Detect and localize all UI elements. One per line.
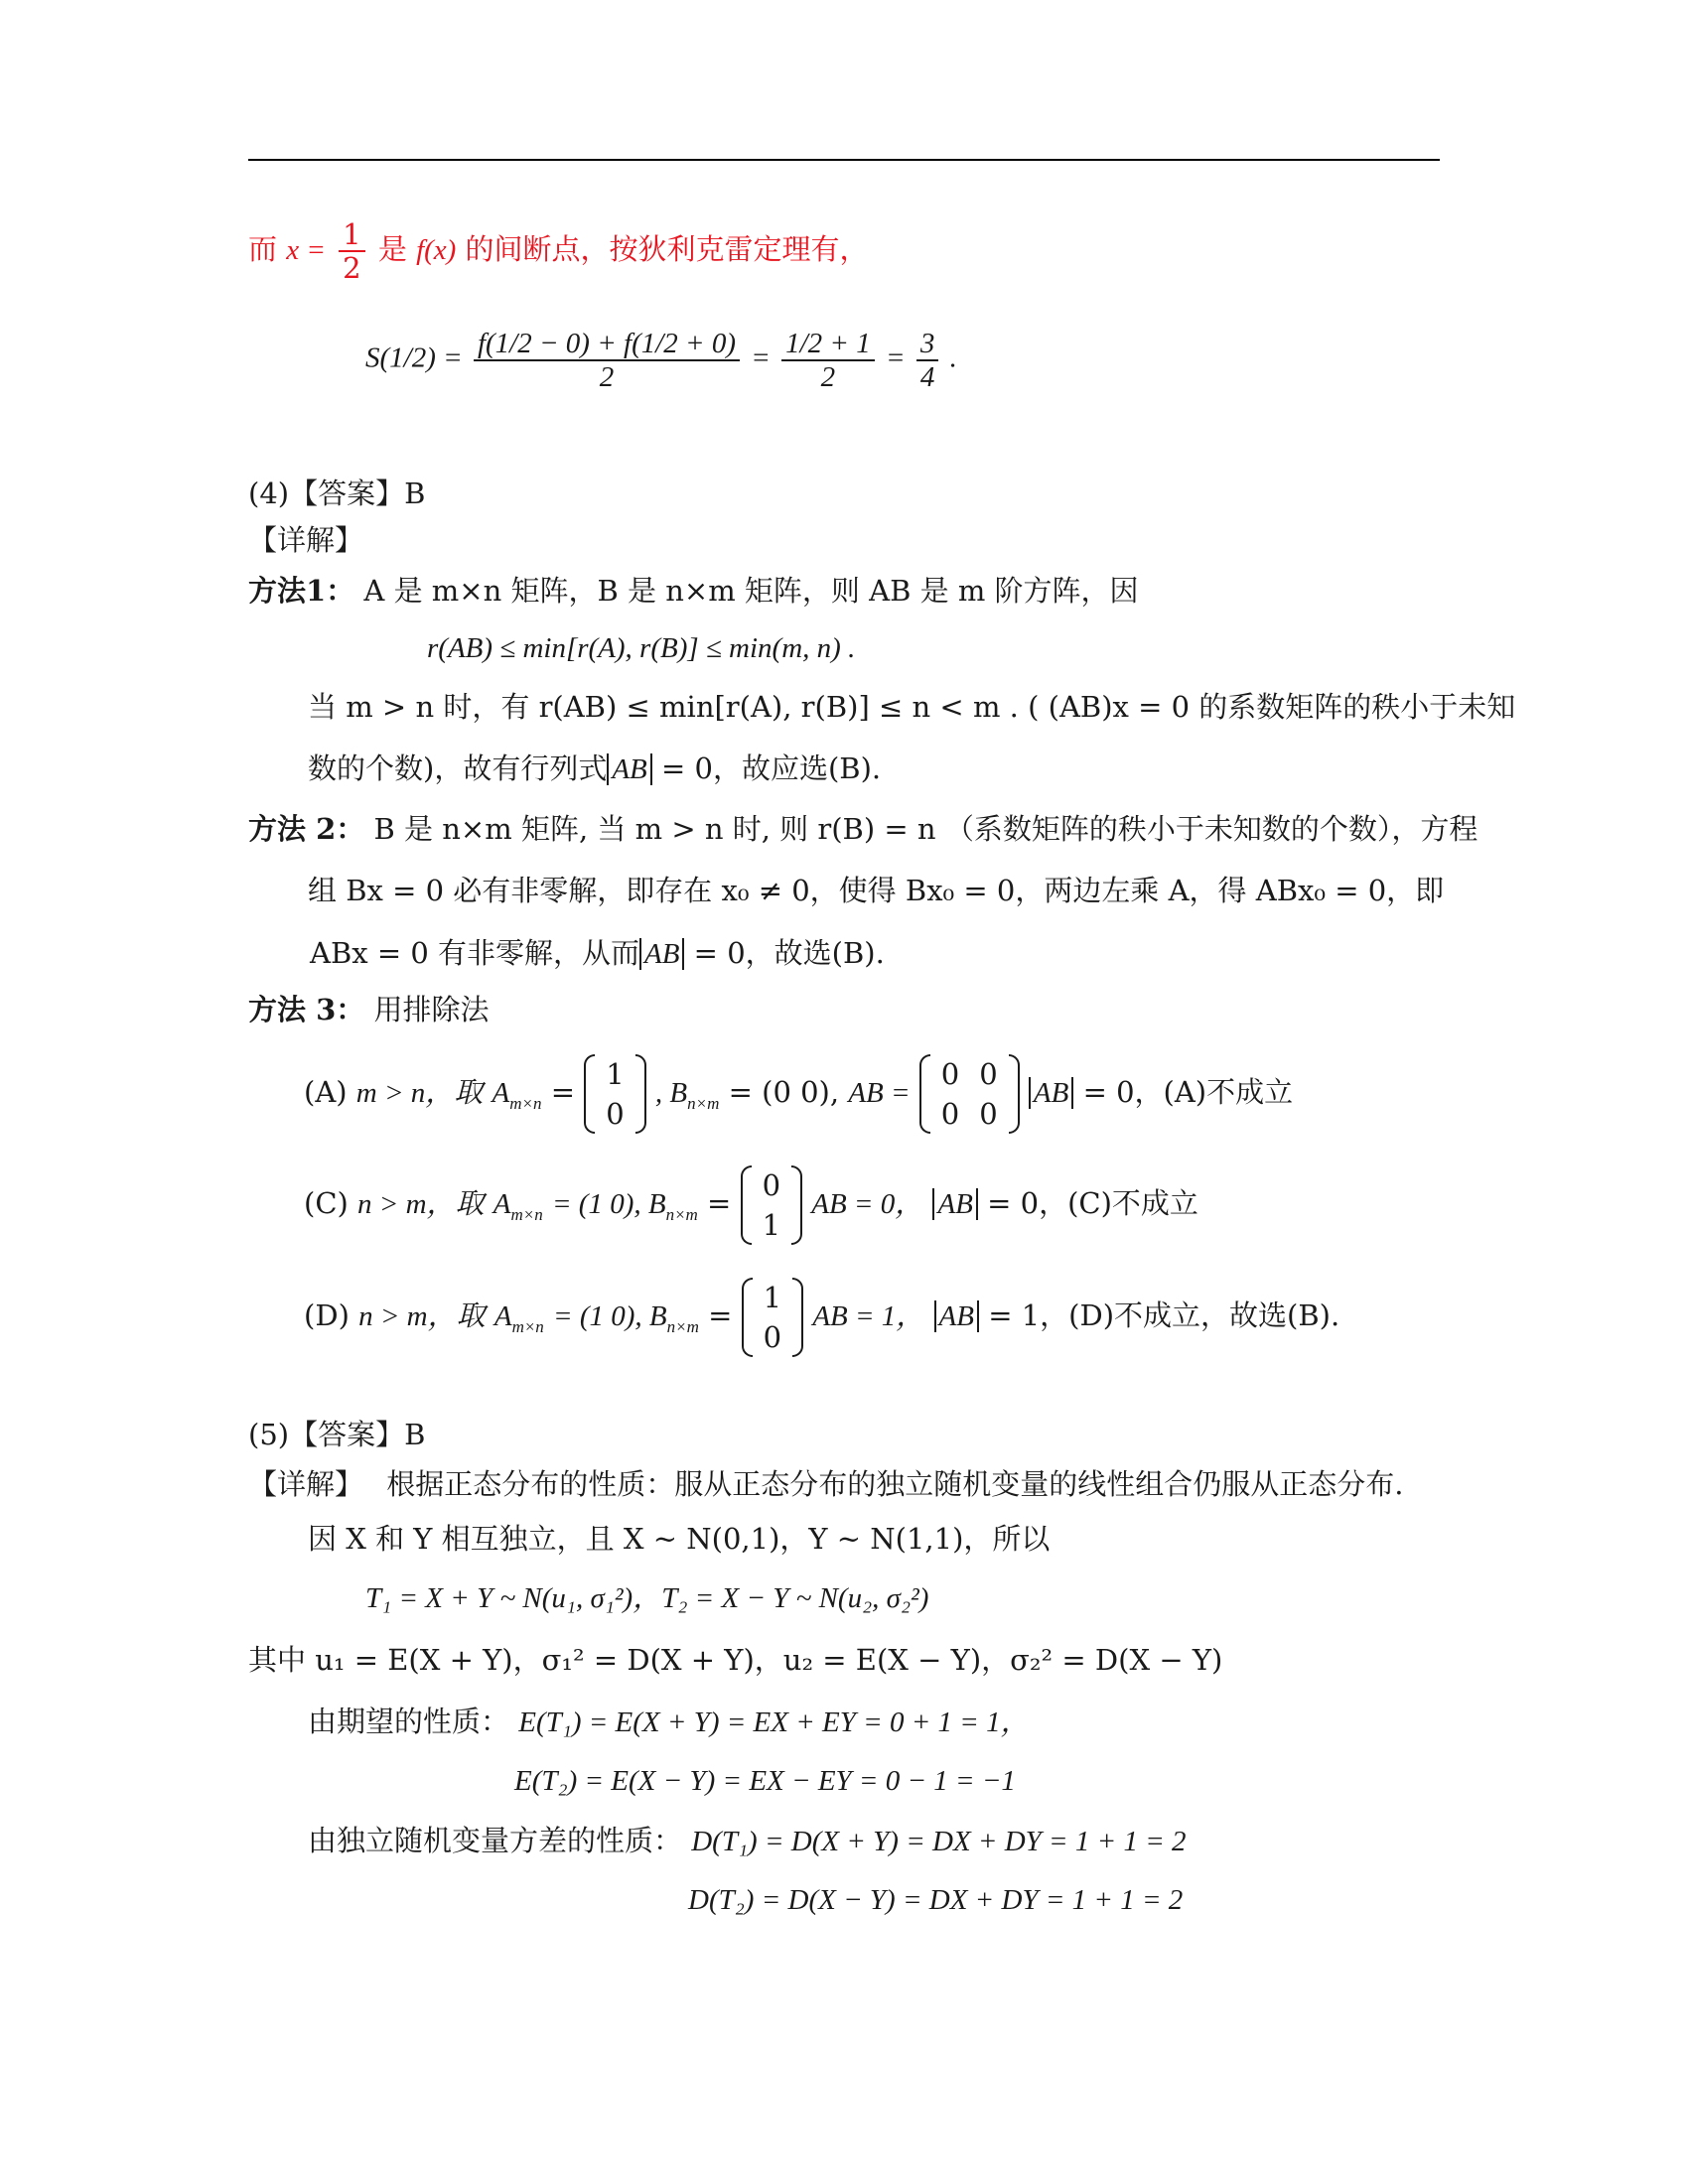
parameters-line: 其中 u₁ = E(X + Y)，σ₁² = D(X + Y)，u₂ = E(X − Y)，σ₂² = D(X − Y) <box>248 1643 1223 1677</box>
text-segment: 的间断点，按狄利克雷定理有， <box>465 232 869 266</box>
property-label: 由期望的性质： <box>308 1705 510 1738</box>
formula-lhs: S(1/2) = <box>365 341 463 374</box>
product-label: AB = <box>848 1077 911 1109</box>
matrix-cell: 0 <box>763 1320 782 1354</box>
case-condition: m > n，取 <box>355 1077 484 1109</box>
equals: = <box>708 1298 733 1332</box>
matrix-row-value: = (1 0), B <box>551 1188 666 1220</box>
matrix-name: A <box>492 1188 511 1220</box>
case-condition: n > m，取 <box>357 1188 485 1220</box>
matrix-cell: 0 <box>606 1097 625 1131</box>
method-1-conclusion <box>308 749 881 789</box>
matrix-row-value: = (1 0), B <box>553 1300 667 1332</box>
matrix-c-B <box>741 1165 802 1245</box>
fraction-result <box>916 328 939 393</box>
math-fx: f(x) <box>416 234 457 266</box>
expectation-line-1 <box>308 1702 1030 1742</box>
determinant: AB <box>607 753 651 785</box>
subscript: n×m <box>665 1204 698 1224</box>
determinant: AB <box>934 1300 979 1332</box>
independence-line: 因 X 和 Y 相互独立，且 X ~ N(0,1)，Y ~ N(1,1)，所以 <box>308 1522 1051 1556</box>
property-label: 由独立随机变量方差的性质： <box>308 1824 683 1857</box>
text-segment: ABx = 0 有非零解，从而 <box>310 936 640 970</box>
denominator: 2 <box>343 251 361 285</box>
case-condition: n > m，取 <box>358 1300 486 1332</box>
case-d <box>304 1271 1339 1372</box>
t-definitions: T₁ = X + Y ~ N(u₁, σ₁²)，T₂ = X − Y ~ N(u₂, σ₂²) <box>365 1582 929 1614</box>
equals: = <box>751 341 771 374</box>
subscript: m×n <box>510 1204 543 1224</box>
method-text: B 是 n×m 矩阵, 当 m > n 时, 则 r(B) = n （系数矩阵的秩小于未知数的个数），方程 <box>373 812 1478 846</box>
fraction-main <box>474 328 740 393</box>
matrix-a-AB <box>919 1054 1020 1134</box>
equals: = <box>550 1075 576 1109</box>
period: . <box>949 341 957 374</box>
text-segment: 而 <box>248 232 278 266</box>
case-result: = 0，(A)不成立 <box>1082 1075 1294 1109</box>
matrix-name: A <box>492 1077 510 1109</box>
matrix-name: A <box>493 1300 512 1332</box>
matrix-cell: 0 <box>940 1097 960 1131</box>
detail-5-line <box>248 1464 1403 1504</box>
equals: = <box>707 1186 732 1220</box>
subscript: m×n <box>511 1316 544 1336</box>
detail-text: 根据正态分布的性质：服从正态分布的独立随机变量的线性组合仍服从正态分布. <box>386 1467 1404 1501</box>
matrix-cell: 0 <box>979 1097 998 1131</box>
numerator: 1/2 + 1 <box>781 328 875 361</box>
denominator: 2 <box>599 361 615 393</box>
expectation-eq: E(T₁) = E(X + Y) = EX + EY = 0 + 1 = 1， <box>518 1706 1030 1738</box>
text-segment: 数的个数)，故有行列式 <box>308 751 608 785</box>
method-2-line-3 <box>310 933 885 974</box>
text-segment: = 0，故应选(B). <box>660 751 882 785</box>
case-c <box>304 1159 1198 1260</box>
case-result: = 0，(C)不成立 <box>987 1186 1198 1220</box>
method-text: 用排除法 <box>373 993 490 1026</box>
method-1-when: 当 m > n 时，有 r(AB) ≤ min[r(A), r(B)] ≤ n < m . ( (AB)x = 0 的系数矩阵的秩小于未知 <box>308 690 1516 724</box>
case-label: (C) <box>304 1186 349 1220</box>
matrix-row-value: = (0 0), <box>728 1075 840 1109</box>
fraction-half <box>339 218 364 284</box>
rank-inequality: r(AB) ≤ min[r(A), r(B)] ≤ min(m, n) . <box>427 632 856 664</box>
case-result: = 1，(D)不成立，故选(B). <box>988 1298 1340 1332</box>
product-label: AB = 1， <box>812 1300 925 1332</box>
subscript: n×m <box>687 1093 720 1113</box>
matrix-d-B <box>742 1278 803 1357</box>
matrix-cell: 0 <box>979 1057 998 1091</box>
fourier-sum-formula <box>365 328 957 393</box>
matrix-cell: 1 <box>762 1208 781 1242</box>
variance-line-1 <box>308 1821 1187 1861</box>
header-rule <box>248 159 1440 161</box>
fraction-second <box>781 328 875 393</box>
case-label: (D) <box>304 1298 350 1332</box>
product-label: AB = 0， <box>811 1188 924 1220</box>
text-segment: 是 <box>377 232 407 266</box>
method-2-line-2: 组 Bx = 0 必有非零解，即存在 x₀ ≠ 0，使得 Bx₀ = 0，两边左乘 A，得 ABx₀ = 0，即 <box>308 874 1445 907</box>
detail-4: 【详解】 <box>248 523 364 557</box>
method-label: 方法 2： <box>248 812 365 846</box>
denominator: 2 <box>820 361 836 393</box>
matrix-cell: 0 <box>762 1168 781 1202</box>
numerator: 3 <box>916 328 939 361</box>
case-a <box>304 1047 1293 1149</box>
determinant: AB <box>932 1188 977 1220</box>
determinant: AB <box>1029 1077 1073 1109</box>
method-1-line <box>248 571 1139 611</box>
matrix-name: , B <box>654 1077 688 1109</box>
matrix-cell: 1 <box>606 1057 625 1091</box>
method-label: 方法1： <box>248 574 355 608</box>
answer-5: (5)【答案】B <box>248 1418 426 1451</box>
method-text: A 是 m×n 矩阵，B 是 n×m 矩阵，则 AB 是 m 阶方阵，因 <box>363 574 1139 608</box>
subscript: m×n <box>509 1093 542 1113</box>
answer-4: (4)【答案】B <box>248 477 426 510</box>
numerator: 1 <box>339 218 364 252</box>
text-segment: = 0，故选(B). <box>693 936 885 970</box>
matrix-cell: 1 <box>763 1281 782 1314</box>
determinant: AB <box>639 938 684 970</box>
variance-eq: D(T₁) = D(X + Y) = DX + DY = 1 + 1 = 2 <box>691 1826 1187 1857</box>
numerator: f(1/2 − 0) + f(1/2 + 0) <box>474 328 740 361</box>
matrix-cell: 0 <box>940 1057 960 1091</box>
detail-label: 【详解】 <box>248 1467 364 1501</box>
method-2-line <box>248 809 1477 849</box>
case-label: (A) <box>304 1075 348 1109</box>
method-label: 方法 3： <box>248 993 365 1026</box>
subscript: n×m <box>666 1316 699 1336</box>
method-3-line <box>248 990 490 1029</box>
discontinuity-line <box>248 218 869 284</box>
math-x: x = <box>286 234 326 266</box>
denominator: 4 <box>919 361 935 393</box>
expectation-line-2: E(T₂) = E(X − Y) = EX − EY = 0 − 1 = −1 <box>514 1765 1016 1797</box>
variance-line-2: D(T₂) = D(X − Y) = DX + DY = 1 + 1 = 2 <box>688 1884 1184 1916</box>
equals: = <box>886 341 906 374</box>
matrix-a-A <box>584 1054 645 1134</box>
